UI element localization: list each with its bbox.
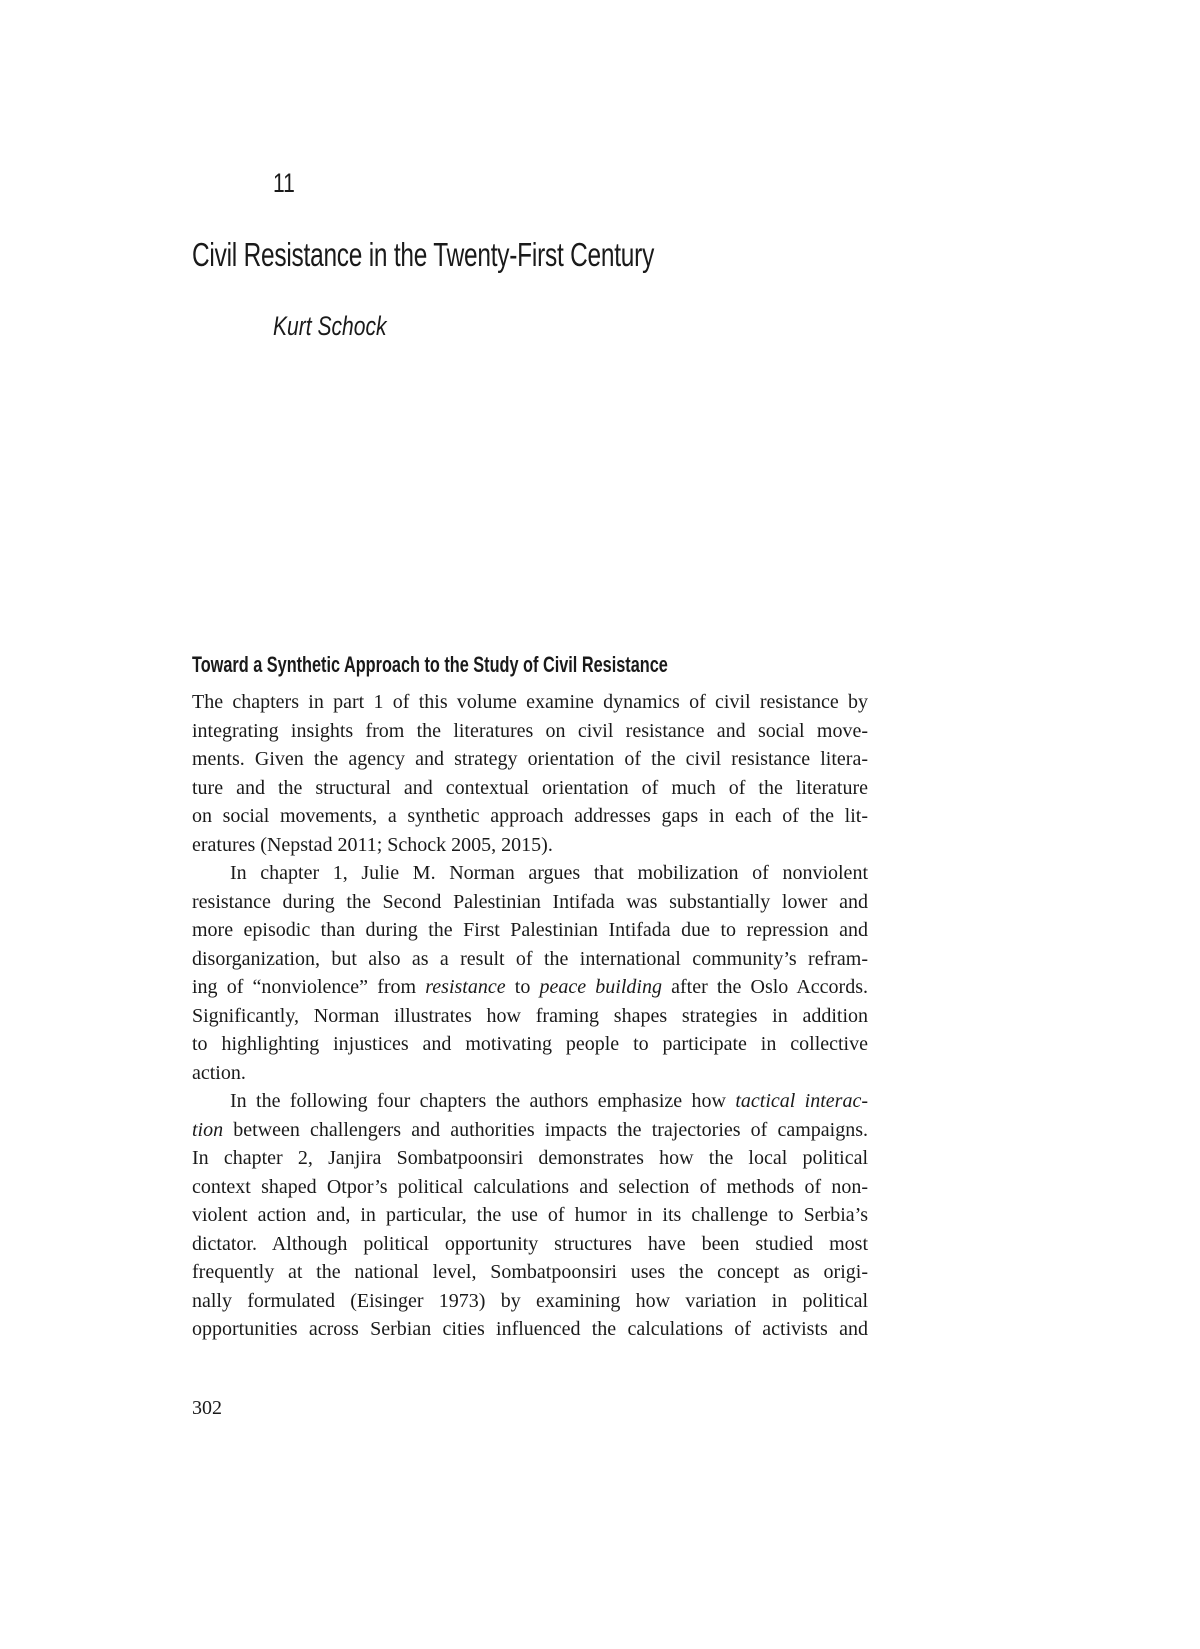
body-text	[192, 688, 868, 1344]
text-line: frequently at the national level, Sombatpoonsiri uses the concept as origi-	[192, 1261, 868, 1283]
chapter-title: Civil Resistance in the Twenty-First Century	[192, 236, 655, 273]
text-line: opportunities across Serbian cities influenced the calculations of activists and	[192, 1318, 868, 1340]
text-run: after the Oslo Accords.	[661, 976, 868, 998]
text-run: ing of “nonviolence” from	[192, 976, 426, 998]
text-run: In the following four chapters the authors emphasize how	[230, 1090, 736, 1112]
text-line	[192, 1116, 868, 1145]
text-line: integrating insights from the literatures on civil resistance and social move-	[192, 719, 868, 742]
text-line	[192, 973, 868, 1002]
italic-term: resistance	[425, 976, 506, 998]
text-line: action.	[192, 1061, 246, 1084]
text-line: ments. Given the agency and strategy orientation of the civil resistance litera-	[192, 748, 868, 770]
text-line: In chapter 1, Julie M. Norman argues that mobilization of nonviolent	[230, 862, 868, 884]
section-heading: Toward a Synthetic Approach to the Study of Civil Resistance	[192, 652, 668, 677]
chapter-author: Kurt Schock	[273, 311, 387, 341]
text-line: violent action and, in particular, the use of humor in its challenge to Serbia’s	[192, 1204, 868, 1226]
text-line: on social movements, a synthetic approach addresses gaps in each of the lit-	[192, 805, 868, 827]
text-line: Significantly, Norman illustrates how framing shapes strategies in addition	[192, 1004, 868, 1027]
text-line: context shaped Otpor’s political calculations and selection of methods of non-	[192, 1175, 868, 1198]
text-line: In chapter 2, Janjira Sombatpoonsiri demonstrates how the local political	[192, 1147, 868, 1169]
text-line: resistance during the Second Palestinian Intifada was substantially lower and	[192, 890, 868, 913]
text-line: nally formulated (Eisinger 1973) by examining how variation in political	[192, 1289, 868, 1312]
chapter-number: 11	[273, 168, 295, 198]
text-line: The chapters in part 1 of this volume examine dynamics of civil resistance by	[192, 691, 868, 713]
text-line: disorganization, but also as a result of the international community’s refram-	[192, 947, 868, 970]
paragraph-1	[192, 688, 868, 859]
italic-term: tactical interac-	[735, 1090, 868, 1112]
text-line: ture and the structural and contextual orientation of much of the literature	[192, 776, 868, 799]
text-run: between challengers and authorities impacts the trajectories of campaigns.	[223, 1118, 868, 1141]
text-line	[192, 1087, 868, 1116]
page-number: 302	[192, 1397, 222, 1419]
text-line: more episodic than during the First Palestinian Intifada due to repression and	[192, 919, 868, 941]
text-line: eratures (Nepstad 2011; Schock 2005, 2015).	[192, 833, 553, 856]
italic-term: peace building	[539, 976, 662, 998]
paragraph-3	[192, 1087, 868, 1344]
paragraph-2	[192, 859, 868, 1087]
text-run: to	[505, 976, 540, 998]
italic-term: tion	[192, 1118, 224, 1141]
text-line: to highlighting injustices and motivating people to participate in collective	[192, 1033, 868, 1055]
text-line: dictator. Although political opportunity structures have been studied most	[192, 1232, 868, 1255]
